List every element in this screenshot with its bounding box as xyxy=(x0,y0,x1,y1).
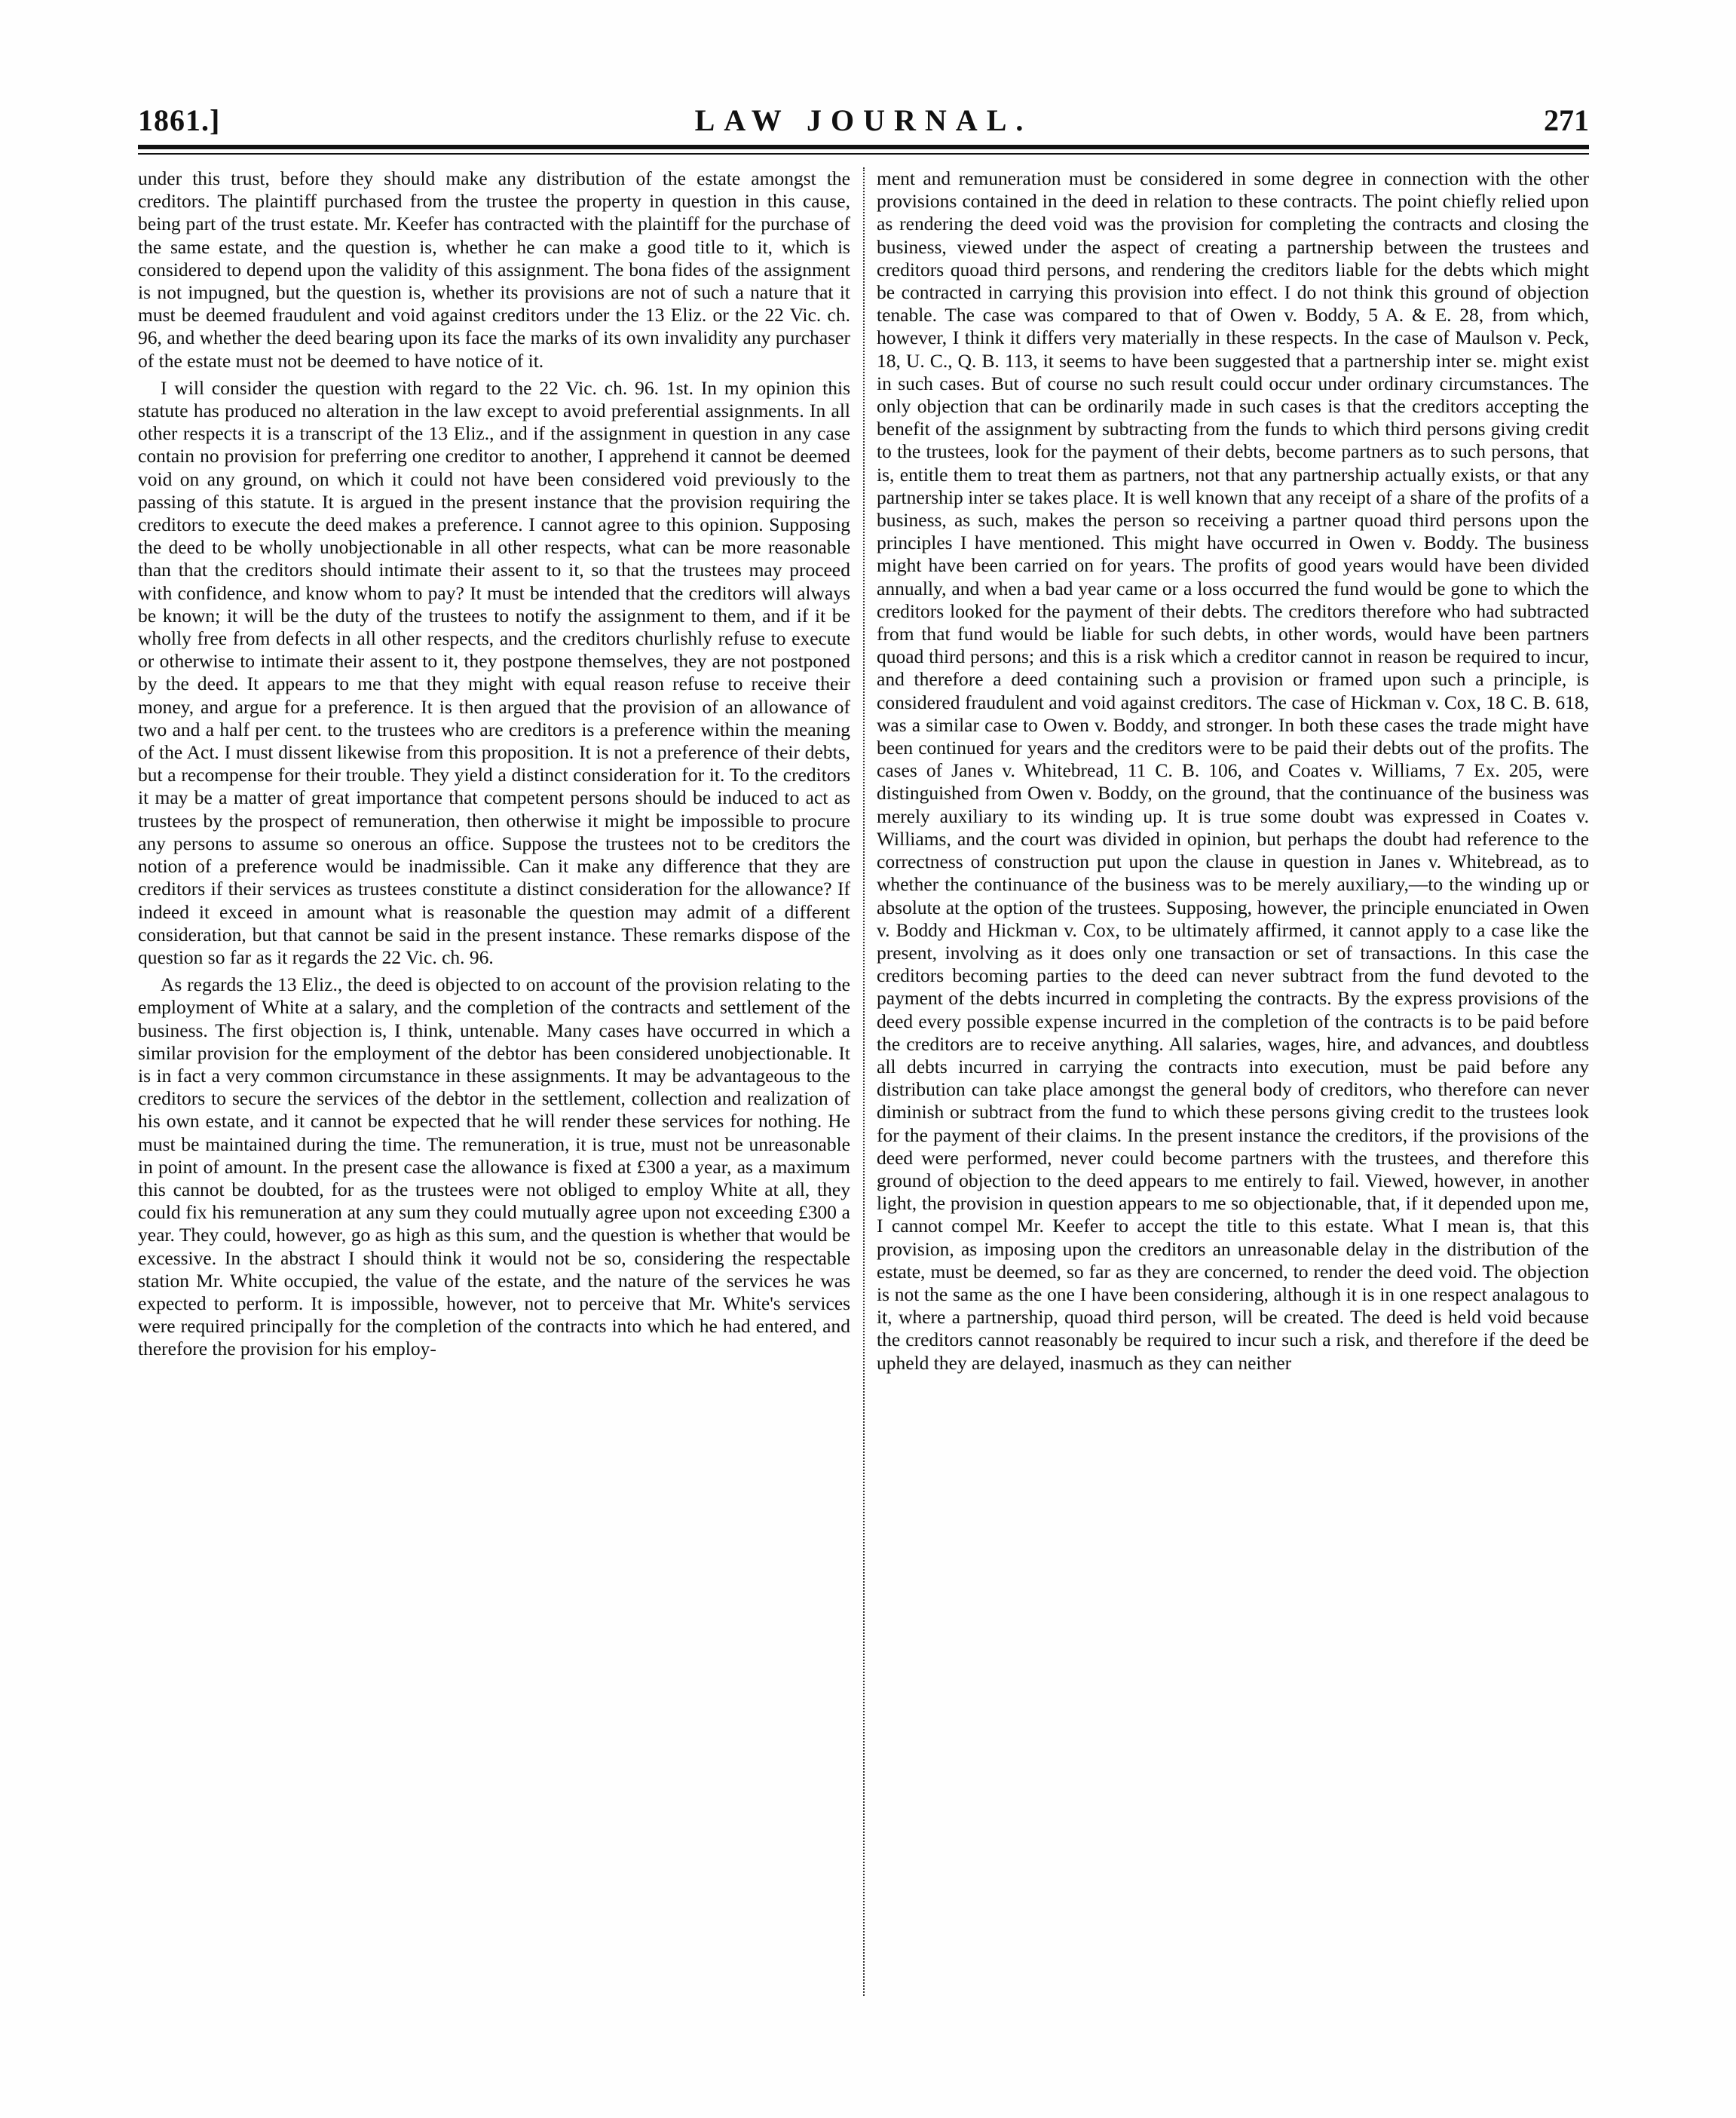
header-rule-thin xyxy=(138,153,1589,155)
paragraph: ment and remuneration must be considered in some degree in connection with the other provisions contained in the deed in relation to these contracts. The point chiefly relied upon as rendering the deed void was the provision for completing the contracts and closing the business, viewed under the aspect of creating a partnership between the trustees and creditors quoad third persons, and rendering the creditors liable for the debts which might be contracted in carrying this provision into effect. I do not think this ground of objection tenable. The case was compared to that of Owen v. Boddy, 5 A. & E. 28, from which, however, I think it differs very materially in these respects. In the case of Maulson v. Peck, 18, U. C., Q. B. 113, it seems to have been suggested that a partnership inter se. might exist in such cases. But of course no such result could occur under ordinary circumstances. The only objection that can be ordinarily made in such cases is that the creditors accepting the benefit of the assignment by subtracting from the funds to which third persons giving credit to the trustees, look for the payment of their debts, become partners as to such persons, that is, entitle them to treat them as partners, not that any partnership actually exists, or that any partnership inter se takes place. It is well known that any receipt of a share of the profits of a business, as such, makes the person so receiving a partner quoad third persons upon the principles I have mentioned. This might have occurred in Owen v. Boddy. The business might have been carried on for years. The profits of good years would have been divided annually, and when a bad year came or a loss occurred the fund would be gone to which the creditors looked for the payment of their debts. The creditors therefore who had subtracted from that fund would be liable for such debts, in other words, would have been partners quoad third persons; and this is a risk which a creditor cannot in reason be required to incur, and therefore a deed containing such a provision or framed upon such a principle, is considered fraudulent and void against creditors. The case of Hickman v. Cox, 18 C. B. 618, was a similar case to Owen v. Boddy, and stronger. In both these cases the trade might have been continued for years and the creditors were to be paid their debts out of the profits. The cases of Janes v. Whitebread, 11 C. B. 106, and Coates v. Williams, 7 Ex. 205, were distinguished from Owen v. Boddy, on the ground, that the continuance of the business was merely auxiliary to its winding up. It is true some doubt was expressed in Coates v. Williams, and the court was divided in opinion, but perhaps the doubt had reference to the correctness of construction put upon the clause in question in Janes v. Whitebread, as to whether the continuance of the business was to be merely auxiliary,—to the winding up or absolute at the option of the trustees. Supposing, however, the principle enunciated in Owen v. Boddy and Hickman v. Cox, to be ultimately affirmed, it cannot apply to a case like the present, involving as it does only one transaction or set of transactions. In this case the creditors becoming parties to the deed can never subtract from the fund devoted to the payment of the debts incurred in completing the contracts. By the express provisions of the deed every possible expense incurred in the completion of the contracts is to be paid before the creditors are to receive anything. All salaries, wages, hire, and advances, and doubtless all debts incurred in carrying the contracts into execution, must be paid before any distribution can take place amongst the general body of creditors, who therefore can never diminish or subtract from the fund to which these persons giving credit to the trustees look for the payment of their claims. In the present instance the creditors, if the provisions of the deed were performed, never could become partners with the trustees, and therefore this ground of objection to the deed appears to me entirely to fail. Viewed, however, in another light, the provision in question appears to me so objectionable, that, if it depended upon me, I cannot compel Mr. Keefer to accept the title to this estate. What I mean is, that this provision, as imposing upon the creditors an unreasonable delay in the distribution of the estate, must be deemed, so far as they are concerned, to render the deed void. The objection is not the same as the one I have been considering, although it is in one respect analagous to it, where a partnership, quoad third person, will be created. The deed is held void because the creditors cannot reasonably be required to incur such a risk, and therefore if the deed be upheld they are delayed, inasmuch as they can neither xyxy=(877,167,1589,1374)
journal-title: LAW JOURNAL. xyxy=(694,103,1033,137)
left-column xyxy=(138,167,850,2007)
header-year: 1861.] xyxy=(138,103,221,137)
paragraph: As regards the 13 Eliz., the deed is objected to on account of the provision relating to the employment of White at a salary, and the completion of the contracts and settlement of the business. The first objection is, I think, untenable. Many cases have occurred in which a similar provision for the employment of the debtor has been considered unobjectionable. It is in fact a very common circumstance in these assignments. It may be advantageous to the creditors to secure the services of the debtor in the settlement, collection and realization of his own estate, and it cannot be expected that he will render these services for nothing. He must be maintained during the time. The remuneration, it is true, must not be unreasonable in point of amount. In the present case the allowance is fixed at £300 a year, as a maximum this cannot be doubted, for as the trustees were not obliged to employ White at all, they could fix his remuneration at any sum they could mutually agree upon not exceeding £300 a year. They could, however, go as high as this sum, and the question is whether that would be excessive. In the abstract I should think it would not be so, considering the respectable station Mr. White occupied, the value of the estate, and the nature of the services he was expected to perform. It is impossible, however, not to perceive that Mr. White's services were required principally for the completion of the contracts into which he had entered, and therefore the provision for his employ- xyxy=(138,973,850,1360)
page-number: 271 xyxy=(1544,103,1589,137)
running-header xyxy=(138,97,1589,149)
right-column xyxy=(877,167,1589,2007)
header-rule-thick xyxy=(138,145,1589,149)
paragraph: I will consider the question with regard to the 22 Vic. ch. 96. 1st. In my opinion this statute has produced no alteration in the law except to avoid preferential assignments. In all other respects it is a transcript of the 13 Eliz., and if the assignment in question in any case contain no provision for preferring one creditor to another, I apprehend it cannot be deemed void on any ground, on which it could not have been considered void previously to the passing of this statute. It is argued in the present instance that the provision requiring the creditors to execute the deed makes a preference. I cannot agree to this opinion. Supposing the deed to be wholly unobjectionable in all other respects, what can be more reasonable than that the creditors should intimate their assent to it, so that the trustees may proceed with confidence, and know whom to pay? It must be intended that the creditors will always be known; it will be the duty of the trustees to notify the assignment to them, and if it be wholly free from defects in all other respects, and the creditors churlishly refuse to execute or otherwise to intimate their assent to it, they postpone themselves, they are not postponed by the deed. It appears to me that they might with equal reason refuse to receive their money, and argue for a preference. It is then argued that the provision of an allowance of two and a half per cent. to the trustees who are creditors is a preference within the meaning of the Act. I must dissent likewise from this proposition. It is not a preference of their debts, but a recompense for their trouble. They yield a distinct consideration for it. To the creditors it may be a matter of great importance that competent persons should be induced to act as trustees by the prospect of remuneration, then otherwise it might be impossible to procure any persons to assume so onerous an office. Suppose the trustees not to be creditors the notion of a preference would be inadmissible. Can it make any difference that they are creditors if their services as trustees constitute a distinct consideration for the allowance? If indeed it exceed in amount what is reasonable the question may admit of a different consideration, but that cannot be said in the present instance. These remarks dispose of the question so far as it regards the 22 Vic. ch. 96. xyxy=(138,376,850,968)
paragraph: under this trust, before they should make any distribution of the estate amongst the creditors. The plaintiff purchased from the trustee the property in question in this cause, being part of the trust estate. Mr. Keefer has contracted with the plaintiff for the purchase of the same estate, and the question is, whether he can make a good title to it, which is considered to depend upon the validity of this assignment. The bona fides of the assignment is not impugned, but the question is, whether its provisions are not of such a nature that it must be deemed fraudulent and void against creditors under the 13 Eliz. or the 22 Vic. ch. 96, and whether the deed bearing upon its face the marks of its own invalidity any purchaser of the estate must not be deemed to have notice of it. xyxy=(138,167,850,372)
column-divider xyxy=(863,167,865,1996)
